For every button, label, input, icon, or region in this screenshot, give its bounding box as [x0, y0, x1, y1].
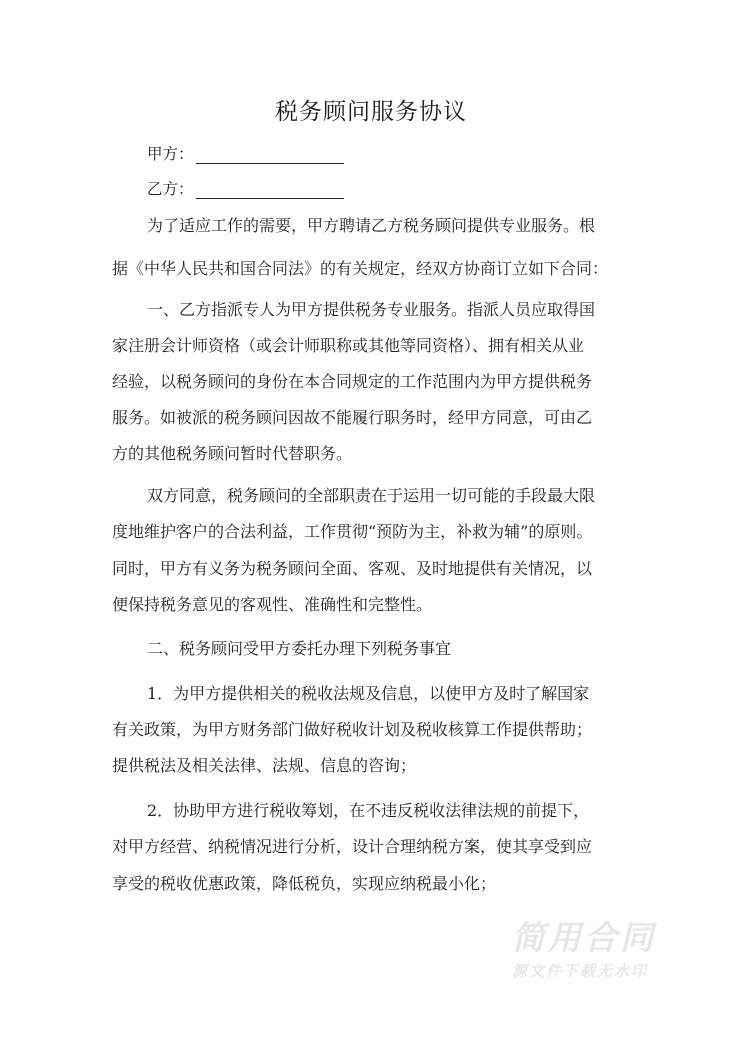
- body-line: 据《中华人民共和国合同法》的有关规定，经双方协商订立如下合同：: [112, 259, 609, 278]
- section-heading: 二、税务顾问受甲方委托办理下列税务事宜: [147, 639, 452, 658]
- watermark: [512, 918, 692, 981]
- watermark-tagline: 源文件下载无水印: [512, 962, 649, 980]
- party-a-label: 甲方：: [147, 145, 194, 163]
- body-line: 便保持税务意见的客观性、准确性和完整性。: [112, 595, 433, 614]
- body-line: 家注册会计师资格（或会计师职称或其他等同资格）、拥有相关从业: [112, 336, 585, 355]
- body-line: 享受的税收优惠政策，降低税负，实现应纳税最小化；: [112, 874, 497, 893]
- body-line: 2．协助甲方进行税收筹划，在不违反税收法律法规的前提下，: [147, 801, 590, 820]
- body-line: 1．为甲方提供相关的税收法规及信息，以使甲方及时了解国家: [147, 684, 590, 703]
- party-b-field: [147, 177, 344, 199]
- watermark-brand: 简用合同: [512, 918, 656, 957]
- party-b-blank: [196, 180, 344, 199]
- body-line: 一、乙方指派专人为甲方提供税务专业服务。指派人员应取得国: [147, 300, 596, 319]
- body-line: 度地维护客户的合法利益，工作贯彻“预防为主，补救为辅”的原则。: [112, 522, 593, 541]
- party-a-blank: [196, 145, 344, 164]
- body-line: 为了适应工作的需要，甲方聘请乙方税务顾问提供专业服务。根: [147, 216, 596, 235]
- party-a-field: [147, 142, 344, 164]
- body-line: 双方同意，税务顾问的全部职责在于运用一切可能的手段最大限: [147, 486, 596, 505]
- body-line: 方的其他税务顾问暂时代替职务。: [112, 444, 353, 463]
- document-title: 税务顾问服务协议: [275, 99, 467, 125]
- body-line: 服务。如被派的税务顾问因故不能履行职务时，经甲方同意，可由乙: [112, 408, 593, 427]
- body-line: 经验，以税务顾问的身份在本合同规定的工作范围内为甲方提供税务: [112, 372, 593, 391]
- body-line: 同时，甲方有义务为税务顾问全面、客观、及时地提供有关情况，以: [112, 559, 593, 578]
- party-b-label: 乙方：: [147, 180, 194, 198]
- body-line: 提供税法及相关法律、法规、信息的咨询；: [112, 756, 417, 775]
- body-line: 有关政策，为甲方财务部门做好税收计划及税收核算工作提供帮助；: [112, 720, 593, 739]
- body-line: 对甲方经营、纳税情况进行分析，设计合理纳税方案，使其享受到应: [112, 837, 593, 856]
